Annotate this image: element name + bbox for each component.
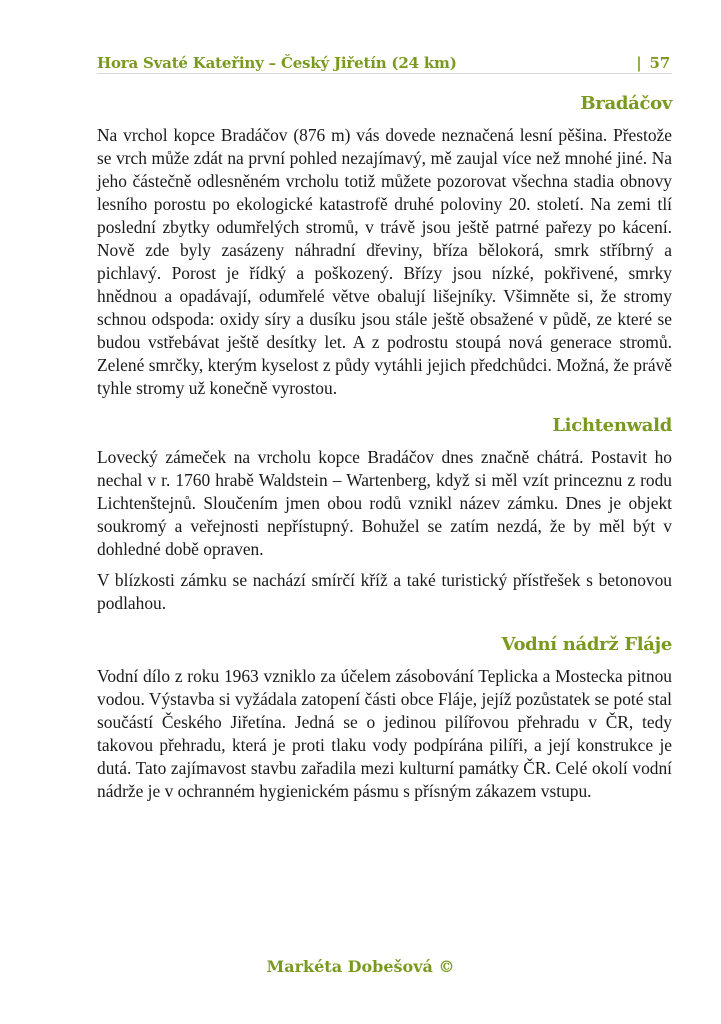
section-paragraph: V blízkosti zámku se nachází smírčí kříž a také turistický přístřešek s betonovou podlahou. [97,570,672,613]
running-header [97,48,670,72]
section-title: Vodní nádrž Fláje [501,634,672,655]
section-vodni-nadrz-flaje [97,631,672,803]
section-bradacov [97,90,672,400]
header-title: Hora Svaté Kateřiny – Český Jiřetín (24 km) [97,54,457,72]
header-rule [97,73,672,74]
section-paragraph: Na vrchol kopce Bradáčov (876 m) vás dovede neznačená lesní pěšina. Přestože se vrch může zdát na první pohled nezajímavý, mě zaujal více než mnohé jiné. Na jeho částečně odlesněném vrcholu totiž můžete pozorovat všechna stadia obnovy lesního porostu po ekologické katastrofě druhé poloviny 20. století. Na zemi tlí poslední zbytky odumřelých stromů, v trávě jsou ještě patrné pařezy po kácení. Nově zde byly zasázeny náhradní dřeviny, bříza bělokorá, smrk stříbrný a pichlavý. Porost je řídký a poškozený. Břízy jsou nízké, pokřivené, smrky hnědnou a opadávají, odumřelé větve obalují lišejníky. Všimněte si, že stromy schnou odspoda: oxidy síry a dusíku jsou stále ještě obsažené v půdě, ze které se budou vstřebávat ještě desítky let. A z podrostu stoupá nová generace stromů. Zelené smrčky, kterým kyselost z půdy vytáhli jejich předchůdci. Možná, že právě tyhle stromy už konečně vyrostou. [97,125,672,398]
footer-author: Markéta Dobešová © [266,957,455,976]
section-title: Lichtenwald [552,415,672,436]
page-content [97,90,672,803]
header-separator: | [636,54,642,72]
page-number: 57 [649,54,670,72]
section-title: Bradáčov [580,93,672,114]
section-lichtenwald [97,412,672,615]
page-number-group [636,54,670,72]
section-paragraph: Vodní dílo z roku 1963 vzniklo za účelem zásobování Teplicka a Mostecka pitnou vodou. Výstavba si vyžádala zatopení části obce Fláje, jejíž pozůstatek se poté stal součástí Českého Jiřetína. Jedná se o jedinou pilířovou přehradu v ČR, tedy takovou přehradu, která je proti tlaku vody podpírána pilíři, a její konstrukce je dutá. Tato zajímavost stavbu zařadila mezi kulturní památky ČR. Celé okolí vodní nádrže je v ochranném hygienickém pásmu s přísným zákazem vstupu. [97,666,672,801]
section-paragraph: Lovecký zámeček na vrcholu kopce Bradáčov dnes značně chátrá. Postavit ho nechal v r. 1760 hrabě Waldstein – Wartenberg, když si měl vzít princeznu z rodu Lichtenštejnů. Sloučením jmen obou rodů vznikl název zámku. Dnes je objekt soukromý a veřejnosti nepřístupný. Bohužel se zatím nezdá, že by měl být v dohledné době opraven. [97,447,672,559]
